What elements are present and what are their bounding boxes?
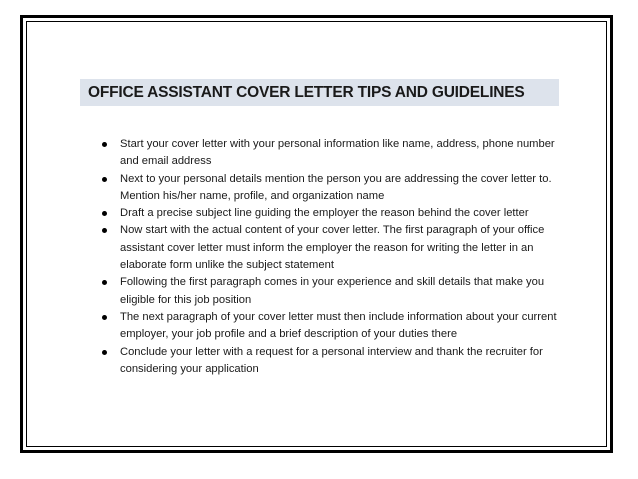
list-item — [100, 136, 570, 171]
list-item — [100, 344, 570, 379]
list-item — [100, 309, 570, 344]
list-item-text: Now start with the actual content of your cover letter. The first paragraph of your office assistant cover letter must inform the employer the reason for writing the letter in an elaborate form unlike the subject statement — [120, 224, 545, 272]
list-item — [100, 171, 570, 206]
list-item-text: The next paragraph of your cover letter must then include information about your current employer, your job profile and a brief description of your duties there — [120, 310, 557, 341]
bullet-icon — [102, 280, 107, 285]
list-item-text: Start your cover letter with your personal information like name, address, phone number and email address — [120, 138, 555, 168]
bullet-icon — [102, 177, 107, 182]
bullet-icon — [102, 228, 107, 233]
list-item-text: Next to your personal details mention the person you are addressing the cover letter to. Mention his/her name, profile, and organization name — [120, 172, 552, 202]
bullet-icon — [102, 315, 107, 320]
list-item-text: Following the first paragraph comes in your experience and skill details that make you eligible for this job position — [120, 276, 545, 306]
list-item — [100, 205, 570, 222]
bullet-icon — [102, 142, 107, 147]
title-banner — [80, 79, 559, 106]
bullet-icon — [102, 211, 107, 216]
document-title: OFFICE ASSISTANT COVER LETTER TIPS AND GUIDELINES — [88, 83, 525, 101]
list-item — [100, 222, 570, 274]
list-item-text: Conclude your letter with a request for a personal interview and thank the recruiter for considering your application — [120, 345, 543, 375]
bullet-icon — [102, 350, 107, 355]
tips-list — [100, 136, 570, 378]
list-item — [100, 274, 570, 309]
list-item-text: Draft a precise subject line guiding the employer the reason behind the cover letter — [120, 207, 529, 220]
